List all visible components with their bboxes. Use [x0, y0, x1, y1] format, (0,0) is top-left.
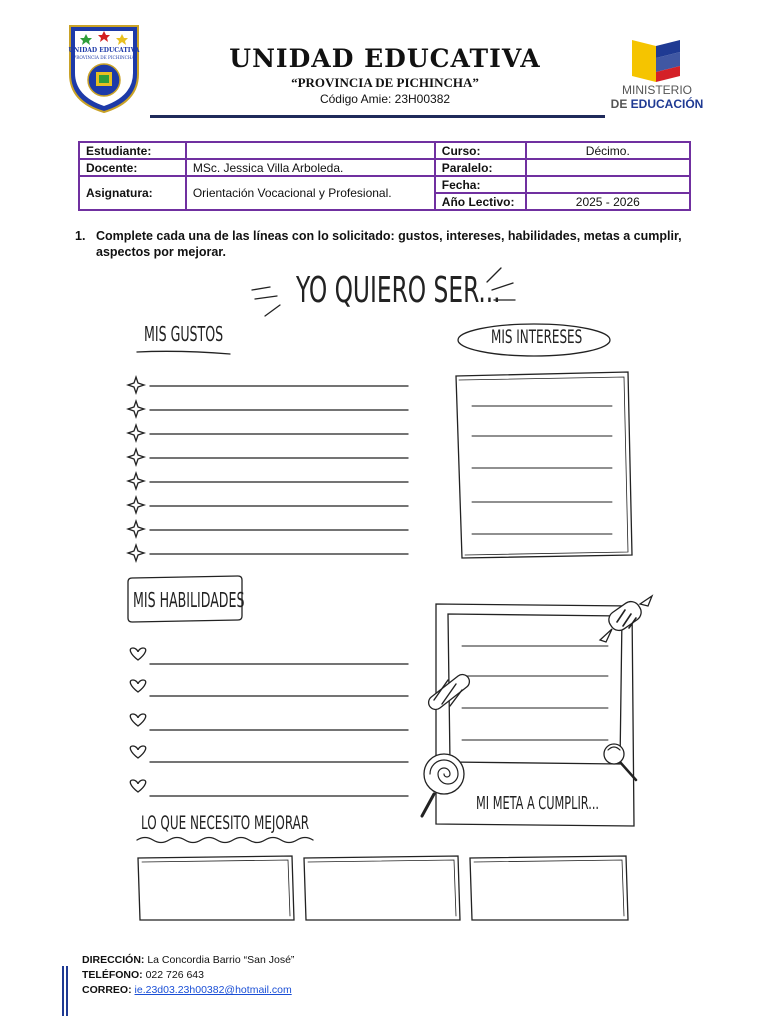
course-field[interactable]: Décimo. [526, 142, 690, 159]
gustos-heading: MIS GUSTOS [144, 322, 224, 346]
parallel-label: Paralelo: [435, 159, 526, 176]
email-label: CORREO: [82, 984, 132, 996]
course-label: Curso: [435, 142, 526, 159]
ministry-line1: MINISTERIO [621, 83, 693, 97]
ministry-line2-prefix: DE [610, 97, 631, 111]
address-label: DIRECCIÓN: [82, 954, 145, 966]
phone-label: TELÉFONO: [82, 969, 143, 981]
meta-lines [462, 646, 608, 740]
intereses-heading: MIS INTERESES [491, 326, 583, 348]
subject-label: Asignatura: [79, 176, 186, 210]
sparkle-icon [128, 497, 144, 513]
lollipop-icon [422, 754, 464, 816]
worksheet-title: YO QUIERO SER... [296, 270, 501, 311]
sparkle-icon [128, 473, 144, 489]
ministry-line2-main: EDUCACIÓN [630, 97, 704, 111]
mejorar-box-3[interactable] [470, 856, 628, 920]
footer-bars-decoration [62, 966, 70, 1016]
title-dashes-left [252, 287, 280, 316]
candy-icon [600, 596, 652, 642]
heart-icon [130, 714, 145, 726]
sparkle-icon [128, 425, 144, 441]
mejorar-heading: LO QUE NECESITO MEJORAR [141, 812, 310, 834]
intereses-box[interactable] [456, 372, 632, 558]
mejorar-wavy-underline [137, 838, 313, 843]
habilidades-lines [130, 648, 408, 796]
gustos-underline [137, 351, 230, 354]
logo-text: UNIDAD EDUCATIVA [68, 47, 140, 54]
year-field[interactable]: 2025 - 2026 [526, 193, 690, 210]
habilidades-heading: MIS HABILIDADES [133, 588, 245, 612]
sparkle-icon [128, 377, 144, 393]
school-code: Código Amie: 23H00382 [319, 92, 451, 106]
school-subtitle: “PROVINCIA DE PICHINCHA” [291, 75, 479, 90]
teacher-label: Docente: [79, 159, 186, 176]
instruction-line2: aspectos por mejorar. [96, 245, 226, 259]
mejorar-box-2[interactable] [304, 856, 460, 920]
date-label: Fecha: [435, 176, 526, 193]
sparkle-icon [128, 545, 144, 561]
gustos-lines [128, 377, 408, 561]
instruction-line1: Complete cada una de las líneas con lo solicitado: gustos, intereses, habilidades, metas a cumplir, [96, 229, 682, 243]
subject-field[interactable]: Orientación Vocacional y Profesional. [186, 176, 435, 210]
student-label: Estudiante: [79, 142, 186, 159]
heart-icon [130, 648, 145, 660]
address-value: La Concordia Barrio “San José” [144, 954, 295, 966]
footer-contact [82, 953, 294, 998]
sparkle-icon [128, 401, 144, 417]
heart-icon [130, 780, 145, 792]
instruction-number: 1. [75, 229, 86, 243]
heart-icon [130, 680, 145, 692]
logo-subtext: PROVINCIA DE PICHINCHA [73, 55, 135, 60]
mejorar-box-1[interactable] [138, 856, 294, 920]
heart-icon [130, 746, 145, 758]
teacher-field[interactable]: MSc. Jessica Villa Arboleda. [186, 159, 435, 176]
intereses-lines [472, 406, 612, 534]
email-link[interactable]: ie.23d03.23h00382@hotmail.com [134, 984, 292, 996]
meta-heading: MI META A CUMPLIR... [476, 793, 600, 814]
phone-value: 022 726 643 [142, 969, 204, 981]
small-lollipop-icon [604, 744, 636, 780]
year-label: Año Lectivo: [435, 193, 526, 210]
sparkle-icon [128, 521, 144, 537]
logo-year: 1984 [97, 98, 111, 104]
school-title: UNIDAD EDUCATIVA [229, 44, 541, 73]
sparkle-icon [128, 449, 144, 465]
